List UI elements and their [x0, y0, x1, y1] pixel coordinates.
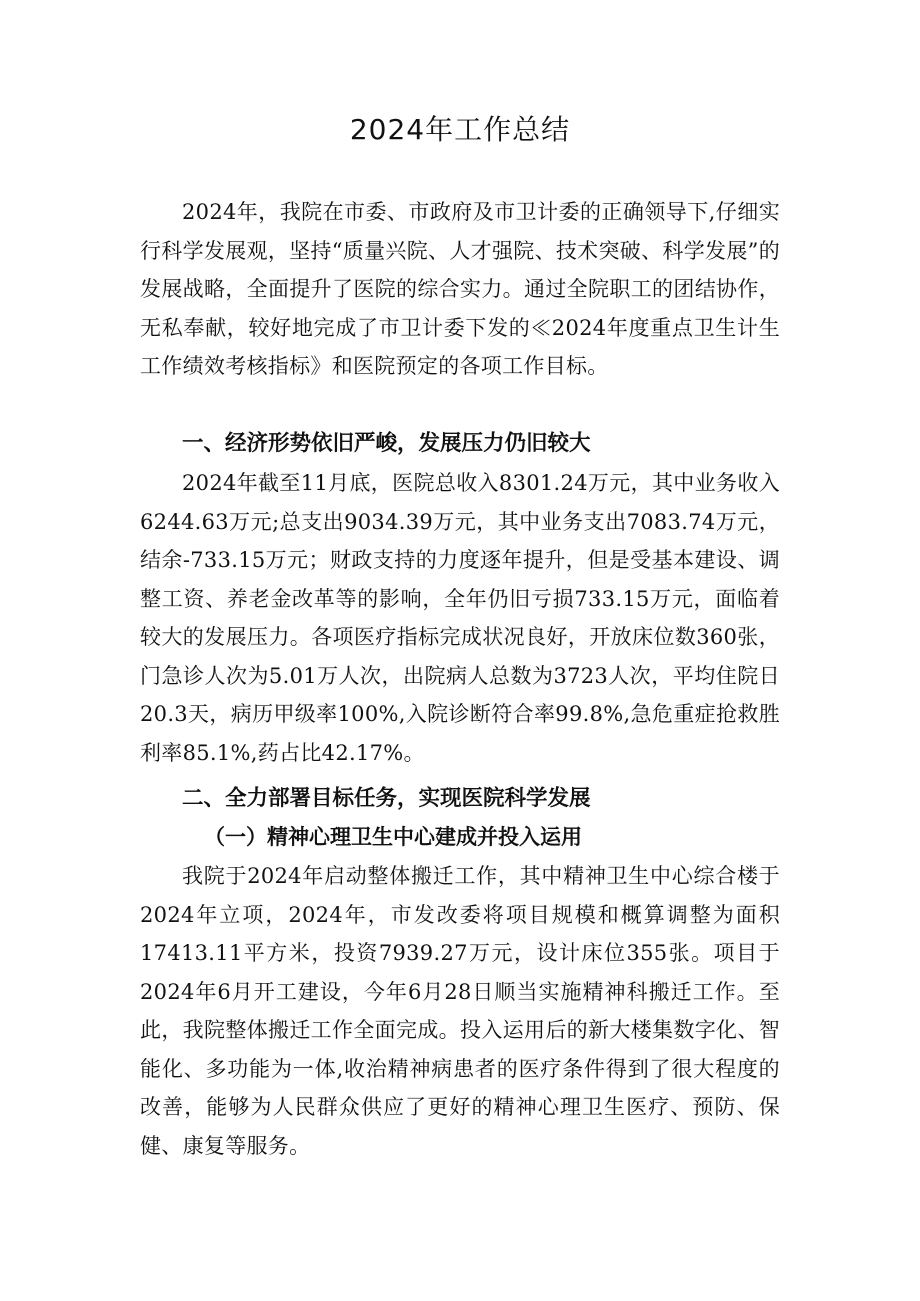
- paragraph-intro: 2024年，我院在市委、市政府及市卫计委的正确领导下,仔细实行科学发展观，坚持“质量兴院、人才强院、技术突破、科学发展”的发展战略，全面提升了医院的综合实力。通过全院职工的团结协作，无私奉献，较好地完成了市卫计委下发的≪2024年度重点卫生计生工作绩效考核指标》和医院预定的各项工作目标。: [140, 200, 780, 378]
- paragraph-economy: 2024年截至11月底，医院总收入8301.24万元，其中业务收入6244.63万元;总支出9034.39万元，其中业务支出7083.74万元，结余-733.15万元；财政支持的力度逐年提升，但是受基本建设、调整工资、养老金改革等的影响，全年仍旧亏损733.15万元，面临着较大的发展压力。各项医疗指标完成状况良好，开放床位数360张，门急诊人次为5.01万人次，出院病人总数为3723人次，平均住院日20.3天，病历甲级率100%,入院诊断符合率99.8%,急危重症抢救胜利率85.1%,药占比42.17%。: [140, 471, 780, 765]
- subsection-heading-mental-health-center: （一）精神心理卫生中心建成并投入运用: [204, 824, 582, 849]
- section-heading-goals: 二、全力部署目标任务，实现医院科学发展: [182, 786, 591, 811]
- document-title: 2024年工作总结: [349, 113, 571, 146]
- section-heading-economy: 一、经济形势依旧严峻，发展压力仍旧较大: [182, 431, 591, 456]
- paragraph-mental-health-center: 我院于2024年启动整体搬迁工作，其中精神卫生中心综合楼于2024年立项，2024年，市发改委将项目规模和概算调整为面积17413.11平方米，投资7939.27万元，设计床位355张。项目于2024年6月开工建设，今年6月28日顺当实施精神科搬迁工作。至此，我院整体搬迁工作全面完成。投入运用后的新大楼集数字化、智能化、多功能为一体,收治精神病患者的医疗条件得到了很大程度的改善，能够为人民群众供应了更好的精神心理卫生医疗、预防、保健、康复等服务。: [140, 864, 780, 1158]
